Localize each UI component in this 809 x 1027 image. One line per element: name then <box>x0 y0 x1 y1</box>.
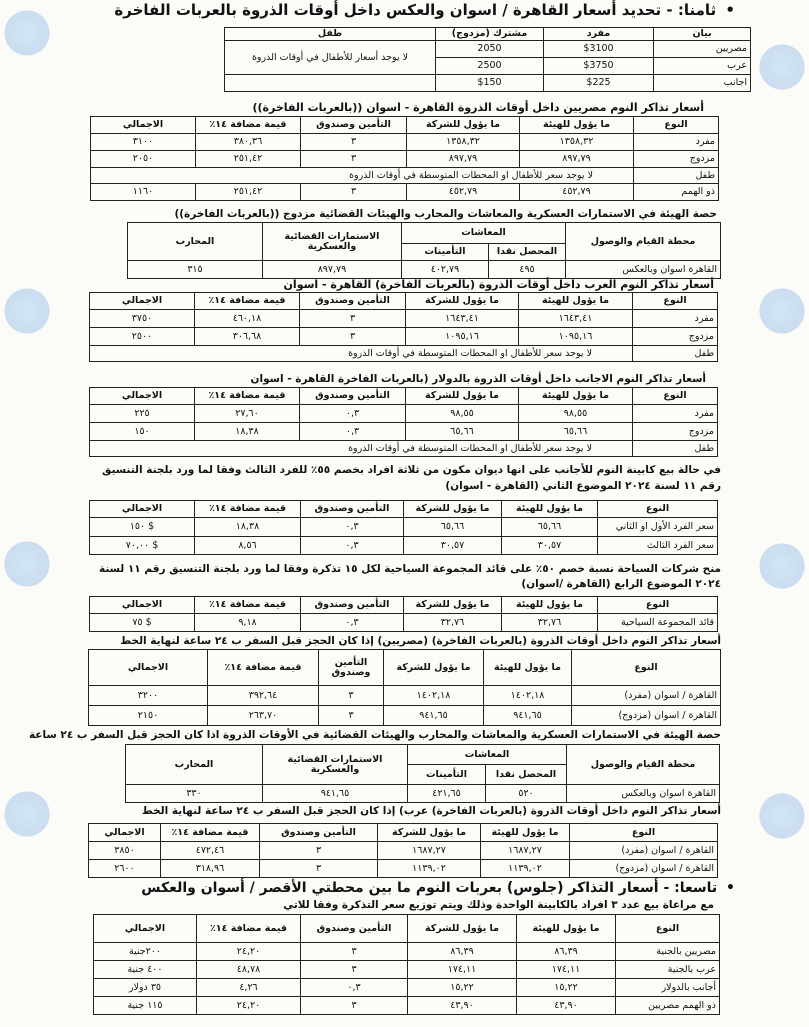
table-cell: ٣ <box>301 151 407 168</box>
table-cell: ٣١٨,٩٦ <box>161 860 260 878</box>
table-cell: ٤٢١,٦٥ <box>407 785 485 803</box>
authority-share-table-1 <box>127 222 721 279</box>
table-cell: ٣ <box>300 310 406 328</box>
table-cell: ٣٧٥٠ <box>90 310 195 328</box>
table-row <box>90 293 718 310</box>
table-cell: ذو الهمم مصريين <box>616 997 720 1015</box>
table-cell: لا يوجد أسعار للأطفال في أوقات الذروة <box>225 41 436 75</box>
table-cell: ٣ <box>319 686 384 706</box>
table-header-cell: التأمين وصندوق <box>300 293 406 310</box>
peak-pricing-table <box>224 27 751 92</box>
table-header-cell: ما يؤول للهيئة <box>481 824 570 842</box>
table-cell: عرب <box>654 58 751 75</box>
table-cell: مزدوج <box>633 328 718 346</box>
table-header-cell: ما يؤول للشركة <box>384 650 484 686</box>
leader-note-line2: ٢٠٢٤ الموضوع الرابع (القاهرة /اسوان) <box>521 578 721 590</box>
table-cell: ٣ <box>319 706 384 726</box>
table-cell: طفل <box>633 346 718 362</box>
table-cell: ١٧٤,١١ <box>408 961 517 979</box>
group-leader-table <box>89 596 718 632</box>
table-cell: ٢٦٠٠ <box>89 860 161 878</box>
table-row <box>89 824 718 842</box>
table-header-cell: التأمين وصندوق <box>300 388 406 405</box>
table-cell: ٨,٥٦ <box>195 537 301 555</box>
table9-title: أسعار تذاكر النوم داخل أوقات الذروة (بالعربات الفاخرة) عرب) إذا كان الحجز قبل السفر ب ٢٤ ساعة لنهاية الخط <box>141 805 721 817</box>
table-cell: قائد المجموعة السياحية <box>598 614 718 632</box>
table-cell: لا يوجد سعر للأطفال او المحطات المتوسطة في أوقات الذروة <box>90 441 633 457</box>
table-cell: ٢٥١,٤٢ <box>196 184 301 201</box>
table-cell: ٢٤,٢٠ <box>197 997 301 1015</box>
table-header-cell: المحصل نقدا <box>489 244 566 261</box>
table-row <box>125 745 719 765</box>
table-cell: ١٥,٢٢ <box>517 979 616 997</box>
table-cell: ٢٠٥٠ <box>91 151 196 168</box>
table-header-cell: ما يؤول للشركة <box>404 501 502 518</box>
table-row <box>225 28 751 41</box>
table-cell: ٦٥,٦٦ <box>404 518 502 537</box>
table-header-cell: الاجمالي <box>89 824 161 842</box>
table-cell: القاهرة / اسوان (مزدوج) <box>572 706 721 726</box>
watermark-logo <box>755 40 809 94</box>
table-cell: ٦٥,٦٦ <box>406 423 519 441</box>
table-header-cell: النوع <box>633 388 718 405</box>
table-cell: ٦٥,٦٦ <box>519 423 633 441</box>
table-cell: ٩,١٨ <box>195 614 301 632</box>
table-header-cell: طفل <box>225 28 436 41</box>
table-cell: ٢٥٠٠ <box>90 328 195 346</box>
table-header-cell: ما يؤول للشركة <box>378 824 481 842</box>
table-cell: ٣٨٠,٣٦ <box>196 134 301 151</box>
table-header-cell: مفرد <box>544 28 654 41</box>
table-cell: ٣ <box>301 943 408 961</box>
table-cell: اجانب <box>654 75 751 92</box>
table-cell: مفرد <box>633 310 718 328</box>
table7-title: أسعار تذاكر النوم داخل أوقات الذروة (بالعربات الفاخرة) (مصريين) إذا كان الحجز قبل السفر ب ٢٤ ساعة لنهاية الخط <box>120 635 721 647</box>
table-row <box>90 388 718 405</box>
table-cell: ٣٩٢,٦٤ <box>208 686 319 706</box>
table-cell: القاهرة / اسوان (مفرد) <box>572 686 721 706</box>
table-cell: ٠,٣ <box>301 518 404 537</box>
table-cell: ١٦٤٣,٤١ <box>406 310 519 328</box>
table-header-cell: المعاشات <box>407 745 566 765</box>
table-cell: سعر الفرد الثالث <box>598 537 718 555</box>
section9-title: تاسعا: - أسعار التذاكر (جلوس) بعربات النوم ما بين محطتي الأقصر / أسوان والعكس <box>141 880 718 896</box>
table-cell: ٨٩٧,٧٩ <box>520 151 634 168</box>
table-header-cell: قيمة مضافة ١٤٪ <box>195 597 301 614</box>
table-cell: $225 <box>544 75 654 92</box>
table-cell: ٢٢٥ <box>90 405 195 423</box>
table-cell: ١١٣٩,٠٢ <box>378 860 481 878</box>
table-cell: ٠,٣ <box>301 979 408 997</box>
table-row <box>90 405 718 423</box>
table-cell: القاهرة / اسوان (مفرد) <box>570 842 718 860</box>
table-cell: ٣ <box>301 997 408 1015</box>
table-header-cell: المحارب <box>125 745 262 785</box>
table-row <box>91 134 719 151</box>
table-header-cell: التأمين وصندوق <box>301 597 404 614</box>
table-cell: مزدوج <box>634 151 719 168</box>
arab-24h-table <box>88 823 718 878</box>
table-row <box>90 501 718 518</box>
table-cell: ٣٥ دولار <box>94 979 197 997</box>
table-cell: $ ٧٠,٠٠ <box>90 537 195 555</box>
table-header-cell: الاجمالي <box>90 293 195 310</box>
table-row <box>225 75 751 92</box>
table-header-cell: مشترك (مزدوج) <box>436 28 544 41</box>
table-row <box>91 184 719 201</box>
section9-bullet: • <box>726 880 735 896</box>
section9-subtitle: مع مراعاة بيع عدد ٣ افراد بالكابينة الواحدة وذلك ويتم توزيع سعر التذكرة وفقا للاتي <box>283 899 714 911</box>
table-row <box>90 346 718 362</box>
egyptian-sleeping-table <box>90 116 719 201</box>
table-cell: ٣٣٠ <box>125 785 262 803</box>
foreign-sleeping-table <box>89 387 718 457</box>
table-cell: أجانب بالدولار <box>616 979 720 997</box>
table-cell: ١٥,٢٢ <box>408 979 517 997</box>
table-row <box>91 168 719 184</box>
table-cell: مفرد <box>634 134 719 151</box>
table-cell: ١٦٨٧,٢٧ <box>481 842 570 860</box>
table-cell: مفرد <box>633 405 718 423</box>
table-cell: ٣١٥ <box>127 261 262 279</box>
table-header-cell: الاستمارات القضائية والعسكرية <box>262 223 401 261</box>
table-cell: طفل <box>634 168 719 184</box>
table-cell: ٩٤١,٦٥ <box>262 785 407 803</box>
table-header-cell: التأمين وصندوق <box>301 117 407 134</box>
table-cell: ٠,٣ <box>300 423 406 441</box>
table-cell: ٤٣,٩٠ <box>408 997 517 1015</box>
table-cell: $ ١٥٠ <box>90 518 195 537</box>
table-cell: ١٠٩٥,١٦ <box>406 328 519 346</box>
table-row <box>91 151 719 168</box>
third-person-table <box>89 500 718 555</box>
table-header-cell: الاجمالي <box>94 915 197 943</box>
table-cell: لا يوجد سعر للأطفال او المحطات المتوسطة في أوقات الذروة <box>90 346 633 362</box>
table-cell: القاهرة اسوان وبالعكس <box>566 261 721 279</box>
table-cell: ذو الهمم <box>634 184 719 201</box>
table-header-cell: التأمين وصندوق <box>260 824 378 842</box>
table-cell: ٣٢,٧٦ <box>502 614 598 632</box>
watermark-logo <box>0 6 54 60</box>
table-cell: ٣ <box>300 328 406 346</box>
table-row <box>90 310 718 328</box>
table-cell: ٣٨٥٠ <box>89 842 161 860</box>
table-cell: ٦٥,٦٦ <box>502 518 598 537</box>
table-header-cell: ما يؤول للهيئة <box>519 293 633 310</box>
table-cell: طفل <box>633 441 718 457</box>
table-header-cell: ما يؤول للشركة <box>407 117 520 134</box>
table-row <box>89 650 721 686</box>
table-cell: $ ٧٥ <box>90 614 195 632</box>
table-row <box>90 597 718 614</box>
table-header-cell: النوع <box>598 597 718 614</box>
table-cell: ١٠٩٥,١٦ <box>519 328 633 346</box>
table-cell: ١١٣٩,٠٢ <box>481 860 570 878</box>
table-cell: ١٧٤,١١ <box>517 961 616 979</box>
table-cell <box>225 75 436 92</box>
table-cell: 2500 <box>436 58 544 75</box>
table-header-cell: النوع <box>598 501 718 518</box>
table-header-cell: الاستمارات القضائية والعسكرية <box>262 745 407 785</box>
table-header-cell: التأمين وصندوق <box>319 650 384 686</box>
table-cell: ١١٦٠ <box>91 184 196 201</box>
table-cell: ٤٥٢,٧٩ <box>407 184 520 201</box>
table-row <box>127 261 720 279</box>
table8-title: حصة الهيئة في الاستمارات العسكرية والمعاشات والمحارب والهيئات القضائية في الأوقات الذروة اذا كان الحجز قبل السفر ب ٢٤ ساعة <box>28 729 721 741</box>
table-header-cell: النوع <box>570 824 718 842</box>
table-cell: عرب بالجنية <box>616 961 720 979</box>
table-cell: ١٣٥٨,٣٢ <box>407 134 520 151</box>
table-row <box>94 979 720 997</box>
table-row <box>89 860 718 878</box>
table-cell: ٣ <box>260 842 378 860</box>
table-header-cell: ما يؤول للهيئة <box>502 501 598 518</box>
table-header-cell: المحارب <box>127 223 262 261</box>
table-header-cell: ما يؤول للهيئة <box>519 388 633 405</box>
table-header-cell: ما يؤول للهيئة <box>517 915 616 943</box>
table-cell: القاهرة اسوان وبالعكس <box>567 785 720 803</box>
table3-title: أسعار تذاكر النوم العرب داخل أوقات الذروة (بالعربات الفاخرة) القاهرة - اسوان <box>283 278 714 291</box>
table-cell: ٢٠٠جنية <box>94 943 197 961</box>
table4-title: أسعار تذاكر النوم الاجانب داخل أوقات الذروة بالدولار (بالعربات الفاخرة القاهرة - اسوان <box>250 373 706 385</box>
discount-note-line1: في حالة بيع كابينة النوم للأجانب على انها ديوان مكون من ثلاثة افراد بخصم ٥٥٪ للفرد الثالث وفقا لما ورد بلجنة التنسيق <box>102 464 721 476</box>
watermark-logo <box>755 539 809 593</box>
table-cell: ٣ <box>301 961 408 979</box>
table-row <box>91 117 719 134</box>
table-cell: $3750 <box>544 58 654 75</box>
table-cell: ١١٥ جنية <box>94 997 197 1015</box>
table-cell: ١٨,٣٨ <box>195 423 300 441</box>
discount-note-line2: رقم ١١ لسنة ٢٠٢٤ الموضوع الثاني (القاهرة - اسوان) <box>445 480 721 492</box>
egyptian-24h-table <box>88 649 721 726</box>
table-cell: ٤٧٢,٤٦ <box>161 842 260 860</box>
table-cell: ٤٥٢,٧٩ <box>520 184 634 201</box>
table-header-cell: الاجمالي <box>90 597 195 614</box>
table1-title: أسعار تذاكر النوم مصريين داخل أوقات الذروة القاهرة - اسوان ((بالعربات الفاخرة)) <box>252 101 704 114</box>
table-header-cell: التأمينات <box>407 765 485 785</box>
table-cell: ٢٧,٦٠ <box>195 405 300 423</box>
table-cell: سعر الفرد الأول او الثاني <box>598 518 718 537</box>
table-row <box>94 997 720 1015</box>
table-header-cell: قيمة مضافة ١٤٪ <box>161 824 260 842</box>
table-row <box>125 785 719 803</box>
table-header-cell: ما يؤول للهيئة <box>502 597 598 614</box>
table-cell: ٩٨,٥٥ <box>519 405 633 423</box>
section8-bullet: • <box>725 1 735 19</box>
table-cell: لا يوجد سعر للأطفال او المحطات المتوسطة في أوقات الذروة <box>91 168 634 184</box>
watermark-logo <box>0 284 54 338</box>
leader-note-line1: منح شركات السياحة نسبة خصم ٥٠٪ على قائد المجموعة السياحية لكل ١٥ تذكرة وفقا لما ورد بلجنة التنسيق رقم ١١ لسنة <box>98 563 721 575</box>
table-row <box>127 223 720 244</box>
authority-share-table-2 <box>125 744 720 803</box>
table-row <box>90 423 718 441</box>
table-header-cell: الاجمالي <box>90 388 195 405</box>
table-cell: ٤٦٠,١٨ <box>195 310 300 328</box>
table-cell: ١٥٠ <box>90 423 195 441</box>
table-row <box>90 328 718 346</box>
table-cell: ٤٨,٧٨ <box>197 961 301 979</box>
table-header-cell: المعاشات <box>401 223 565 244</box>
table-header-cell: التأمينات <box>401 244 488 261</box>
table-cell: ٣٠٦,٦٨ <box>195 328 300 346</box>
table-cell: ٢١٥٠ <box>89 706 208 726</box>
table-cell: ٤٩٥ <box>489 261 566 279</box>
table-cell: ١٦٨٧,٢٧ <box>378 842 481 860</box>
table-header-cell: ما يؤول للشركة <box>406 388 519 405</box>
table-header-cell: ما يؤول للهيئة <box>520 117 634 134</box>
table-header-cell: قيمة مضافة ١٤٪ <box>195 388 300 405</box>
table-row <box>94 943 720 961</box>
table-cell: ٤٠٠ جنية <box>94 961 197 979</box>
table-header-cell: قيمة مضافة ١٤٪ <box>195 293 300 310</box>
table-header-cell: ما يؤول للهيئة <box>484 650 572 686</box>
arab-sleeping-table <box>89 292 718 362</box>
table-header-cell: الاجمالي <box>89 650 208 686</box>
table-row <box>94 961 720 979</box>
table2-title: حصة الهيئة في الاستمارات العسكرية والمعاشات والمحارب والهيئات القضائية مزدوج ((بالعربات الفاخرة)) <box>174 208 717 220</box>
table-row <box>89 706 721 726</box>
table-cell: ١٣٥٨,٣٢ <box>520 134 634 151</box>
table-header-cell: ما يؤول للشركة <box>404 597 502 614</box>
table-cell: ٣ <box>301 134 407 151</box>
table-row <box>94 915 720 943</box>
table-header-cell: التأمين وصندوق <box>301 501 404 518</box>
watermark-logo <box>755 284 809 338</box>
table-cell: ٣ <box>301 184 407 201</box>
table-header-cell: الاجمالي <box>90 501 195 518</box>
table-header-cell: النوع <box>572 650 721 686</box>
section8-title: ثامنا: - تحديد أسعار القاهرة / اسوان والعكس داخل أوقات الذروة بالعربات الفاخرة <box>114 1 717 19</box>
table-row <box>90 614 718 632</box>
table-row <box>90 537 718 555</box>
table-header-cell: النوع <box>634 117 719 134</box>
table-cell: ٨٩٧,٧٩ <box>262 261 401 279</box>
table-cell: ٣١٠٠ <box>91 134 196 151</box>
table-cell: ٨٦,٣٩ <box>517 943 616 961</box>
table-cell: ٢٦٣,٧٠ <box>208 706 319 726</box>
table-header-cell: بيان <box>654 28 751 41</box>
table-header-cell: قيمة مضافة ١٤٪ <box>195 501 301 518</box>
table-cell: ٩٤١,٦٥ <box>484 706 572 726</box>
table-cell: ٤٠٢,٧٩ <box>401 261 488 279</box>
table-cell: ١٤٠٢,١٨ <box>384 686 484 706</box>
table-cell: ٨٩٧,٧٩ <box>407 151 520 168</box>
table-cell: ٥٢٠ <box>486 785 567 803</box>
table-cell: ٣ <box>260 860 378 878</box>
luxor-aswan-seating-table <box>93 914 720 1015</box>
table-cell: ٣٢,٧٦ <box>404 614 502 632</box>
table-cell: ١٨,٣٨ <box>195 518 301 537</box>
table-cell: ٩٨,٥٥ <box>406 405 519 423</box>
table-row <box>225 41 751 58</box>
table-row <box>89 686 721 706</box>
table-header-cell: النوع <box>633 293 718 310</box>
table-cell: ٠,٣ <box>301 537 404 555</box>
table-cell: ٢٤,٢٠ <box>197 943 301 961</box>
table-cell: ٨٦,٣٩ <box>408 943 517 961</box>
table-cell: ٣٠,٥٧ <box>502 537 598 555</box>
table-cell: ٠,٣ <box>301 614 404 632</box>
table-row <box>89 842 718 860</box>
table-header-cell: المحصل نقدا <box>486 765 567 785</box>
table-cell: مزدوج <box>633 423 718 441</box>
table-header-cell: النوع <box>616 915 720 943</box>
table-header-cell: محطة القيام والوصول <box>566 223 721 261</box>
table-cell: ٣٠,٥٧ <box>404 537 502 555</box>
watermark-logo <box>0 537 54 591</box>
table-header-cell: قيمة مضافة ١٤٪ <box>208 650 319 686</box>
table-header-cell: قيمة مضافة ١٤٪ <box>197 915 301 943</box>
watermark-logo <box>0 787 54 841</box>
table-cell: ٠,٣ <box>300 405 406 423</box>
table-cell: القاهرة / اسوان (مزدوج) <box>570 860 718 878</box>
watermark-logo <box>755 789 809 843</box>
table-header-cell: محطة القيام والوصول <box>567 745 720 785</box>
table-header-cell: الاجمالي <box>91 117 196 134</box>
table-row <box>90 441 718 457</box>
table-row <box>90 518 718 537</box>
table-cell: $3100 <box>544 41 654 58</box>
table-cell: ٢٥١,٤٢ <box>196 151 301 168</box>
table-cell: ٤٣,٩٠ <box>517 997 616 1015</box>
table-header-cell: التأمين وصندوق <box>301 915 408 943</box>
table-cell: ٩٤١,٦٥ <box>384 706 484 726</box>
table-cell: مصريين بالجنية <box>616 943 720 961</box>
table-header-cell: قيمة مضافة ١٤٪ <box>196 117 301 134</box>
table-cell: ٤,٢٦ <box>197 979 301 997</box>
table-cell: ٣٢٠٠ <box>89 686 208 706</box>
table-cell: ١٦٤٣,٤١ <box>519 310 633 328</box>
table-header-cell: ما يؤول للشركة <box>408 915 517 943</box>
table-header-cell: ما يؤول للشركة <box>406 293 519 310</box>
table-cell: مصريين <box>654 41 751 58</box>
table-cell: 2050 <box>436 41 544 58</box>
table-cell: $150 <box>436 75 544 92</box>
table-cell: ١٤٠٢,١٨ <box>484 686 572 706</box>
